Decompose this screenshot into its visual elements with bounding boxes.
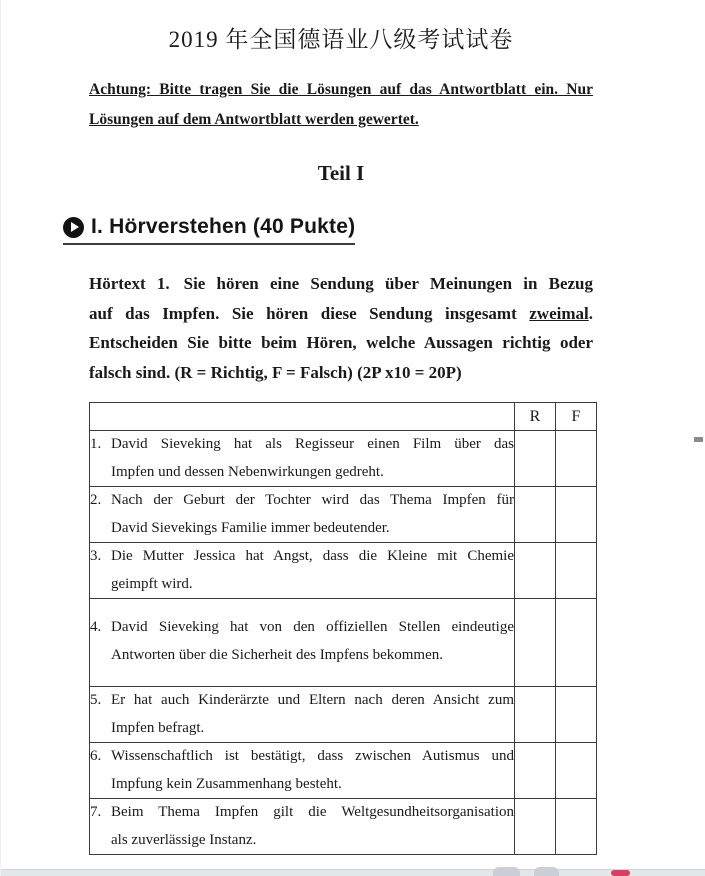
f-answer-cell: [556, 487, 597, 543]
dock-item[interactable]: [493, 867, 520, 876]
instruction-text: .: [588, 303, 593, 323]
exam-paper: [89, 0, 593, 855]
instruction-line: [89, 299, 593, 329]
statement-text: Wissenschaftlich ist bestätigt, dass zwischen Autismus und: [111, 748, 514, 764]
f-answer-cell: [556, 431, 597, 487]
statement-text: Antworten über die Sicherheit des Impfens bekommen.: [111, 646, 443, 663]
statement-text: Impfen und dessen Nebenwirkungen gedreht.: [111, 463, 384, 480]
statement-cell: [90, 543, 515, 599]
statement-text: David Sieveking hat von den offiziellen Stellen eindeutige: [111, 619, 514, 635]
item-number: 3.: [90, 548, 102, 564]
notice-line-1: Achtung: Bitte tragen Sie die Lösungen auf das Antwortblatt ein. Nur: [89, 81, 593, 98]
part-heading: Teil I: [317, 161, 365, 185]
attention-notice: [89, 75, 593, 135]
f-answer-cell: [556, 599, 597, 687]
f-answer-cell: [556, 687, 597, 743]
statement-cell: [90, 487, 515, 543]
statement-text: geimpft wird.: [111, 575, 193, 592]
true-false-table: [89, 402, 597, 855]
item-number: 6.: [90, 748, 102, 764]
f-answer-cell: [556, 799, 597, 855]
item-number: 7.: [90, 804, 102, 820]
r-answer-cell: [515, 487, 556, 543]
r-answer-cell: [515, 431, 556, 487]
notice-line-2: Lösungen auf dem Antwortblatt werden gewertet.: [89, 111, 419, 128]
table-row: [90, 743, 597, 799]
table-row: [90, 487, 597, 543]
instruction-line: Entscheiden Sie bitte beim Hören, welche Aussagen richtig oder: [89, 333, 593, 352]
r-answer-cell: [515, 599, 556, 687]
instruction-line: [89, 269, 593, 299]
r-answer-cell: [515, 543, 556, 599]
bottom-bar: [1, 869, 705, 876]
underlined-word: zweimal: [529, 303, 589, 323]
instruction-text: Sie hören eine Sendung über Meinungen in Bezug: [183, 274, 594, 293]
item-number: 4.: [90, 619, 102, 635]
table-row: [90, 799, 597, 855]
statement-text: Er hat auch Kinderärzte und Eltern nach deren Ansicht zum: [111, 692, 514, 708]
statement-text: als zuverlässige Instanz.: [111, 831, 257, 848]
scrollbar-thumb[interactable]: [694, 437, 703, 442]
r-answer-cell: [515, 799, 556, 855]
table-row: [90, 599, 597, 687]
statement-text: Impfung kein Zusammenhang besteht.: [111, 775, 342, 792]
statement-cell: [90, 599, 515, 687]
table-row: [90, 431, 597, 487]
statement-cell: [90, 743, 515, 799]
f-answer-cell: [556, 743, 597, 799]
table-row: [90, 687, 597, 743]
statement-text: Die Mutter Jessica hat Angst, dass die Kleine mit Chemie: [111, 548, 514, 564]
header-r-cell: R: [515, 403, 556, 431]
statement-cell: [90, 687, 515, 743]
dock-item-active[interactable]: [611, 870, 630, 876]
statement-text: Impfen befragt.: [111, 719, 205, 736]
section-heading: [63, 215, 355, 245]
f-answer-cell: [556, 543, 597, 599]
statement-text: David Sievekings Familie immer bedeutender.: [111, 519, 390, 536]
header-f-cell: F: [556, 403, 597, 431]
dock-item[interactable]: [534, 867, 559, 876]
statement-text: David Sieveking hat als Regisseur einen Film über das: [111, 436, 514, 452]
header-statement-cell: [90, 403, 515, 431]
item-number: 5.: [90, 692, 102, 708]
instruction-line: falsch sind. (R = Richtig, F = Falsch) (2P x10 = 20P): [89, 362, 462, 382]
statement-text: Nach der Geburt der Tochter wird das Thema Impfen für: [111, 492, 514, 508]
play-icon: [63, 217, 84, 238]
table-header-row: [90, 403, 597, 431]
statement-cell: [90, 799, 515, 855]
table-row: [90, 543, 597, 599]
item-number: 1.: [90, 436, 102, 452]
item-number: 2.: [90, 492, 102, 508]
r-answer-cell: [515, 743, 556, 799]
hoertext-instructions: [89, 269, 593, 387]
statement-text: Beim Thema Impfen gilt die Weltgesundheitsorganisation: [111, 804, 514, 820]
hoertext-label: Hörtext 1.: [89, 274, 170, 293]
r-answer-cell: [515, 687, 556, 743]
section-heading-label: I. Hörverstehen (40 Pukte): [91, 215, 356, 238]
page-title: 2019 年全国德语业八级考试试卷: [168, 27, 514, 52]
statement-cell: [90, 431, 515, 487]
instruction-text: auf das Impfen. Sie hören diese Sendung insgesamt: [89, 303, 530, 323]
